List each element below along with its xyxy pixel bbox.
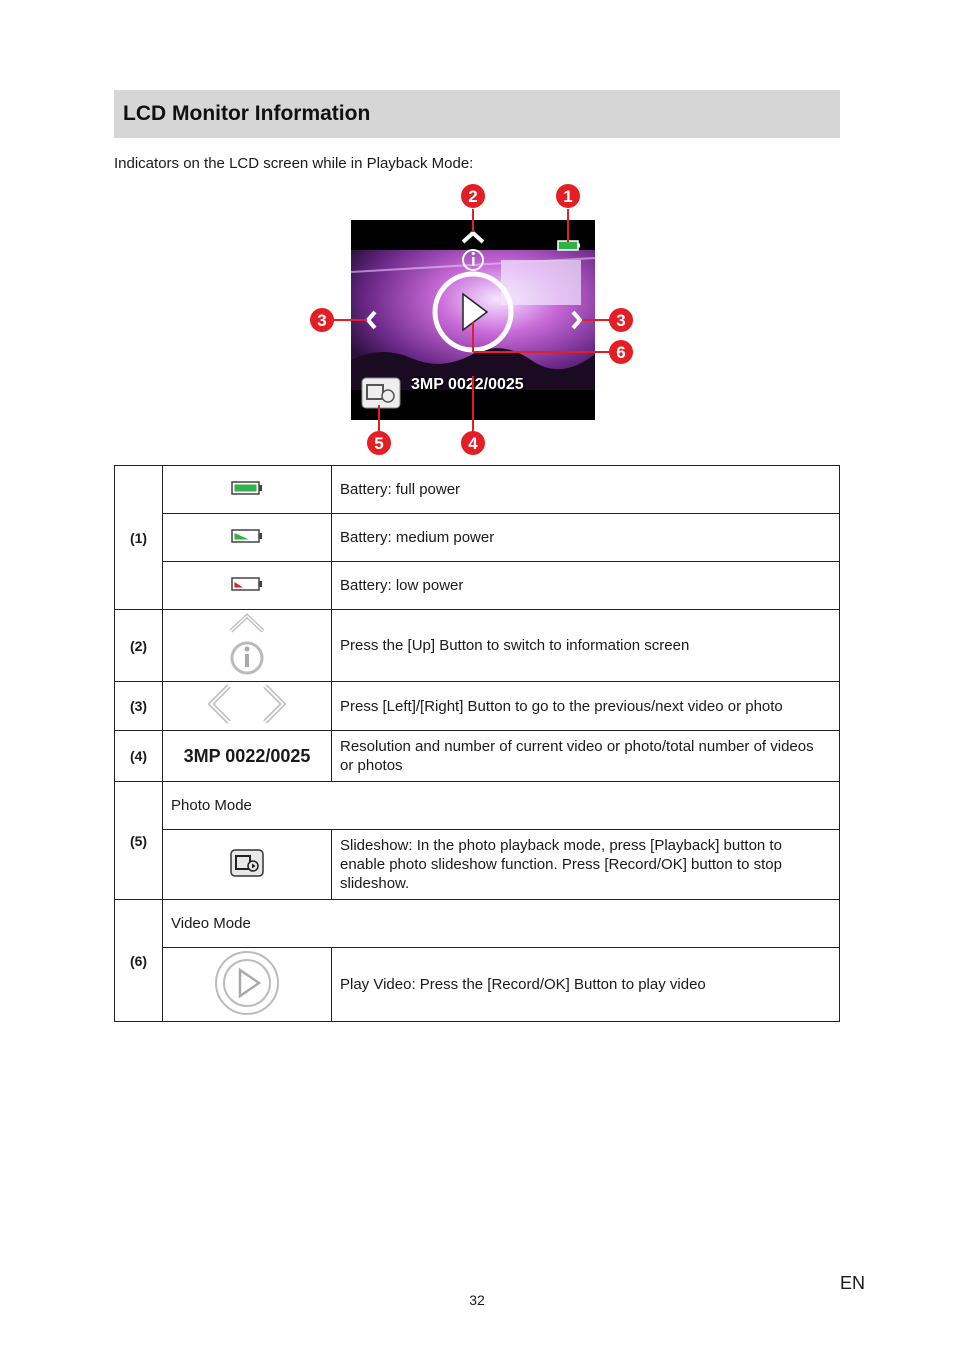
callout-3-right-number: 3 <box>616 311 626 330</box>
table-row <box>115 514 840 562</box>
callout-4-number: 4 <box>468 434 478 453</box>
table-row <box>115 948 840 1022</box>
language-tag: EN <box>840 1273 866 1293</box>
row-number: (3) <box>115 682 163 731</box>
battery-full-desc: Battery: full power <box>332 466 840 514</box>
callout-3-right <box>609 308 633 332</box>
slideshow-desc: Slideshow: In the photo playback mode, press [Playback] button to enable photo slideshow function. Press [Record/OK] button to stop slideshow. <box>332 830 840 900</box>
callout-4 <box>461 431 485 455</box>
row-number: (1) <box>115 466 163 610</box>
callout-1-number: 1 <box>563 187 573 206</box>
section-header <box>114 90 840 138</box>
battery-medium-desc: Battery: medium power <box>332 514 840 562</box>
callout-5 <box>367 431 391 455</box>
callout-5-number: 5 <box>374 434 384 453</box>
slideshow-icon <box>229 848 265 878</box>
row-number: (4) <box>115 731 163 782</box>
callout-3-left-number: 3 <box>317 311 327 330</box>
callout-6-number: 6 <box>616 343 626 362</box>
page-title: LCD Monitor Information <box>123 102 371 125</box>
battery-medium-icon <box>231 528 263 544</box>
row-number: (6) <box>115 900 163 1022</box>
page-number: 32 <box>469 1292 485 1308</box>
callout-6 <box>609 340 633 364</box>
lcd-figure <box>300 180 660 465</box>
table-row <box>115 731 840 782</box>
play-video-desc: Play Video: Press the [Record/OK] Button to play video <box>332 948 840 1022</box>
callout-markers <box>300 180 660 465</box>
intro-text: Indicators on the LCD screen while in Playback Mode: <box>114 155 474 172</box>
table-row <box>115 682 840 731</box>
callout-2 <box>461 184 485 208</box>
battery-low-desc: Battery: low power <box>332 562 840 610</box>
resolution-indicator: 3MP 0022/0025 <box>163 731 332 782</box>
left-right-arrows-icon <box>199 682 295 726</box>
row-number: (5) <box>115 782 163 900</box>
play-video-icon <box>213 949 281 1017</box>
table-row <box>115 830 840 900</box>
nav-desc: Press [Left]/[Right] Button to go to the previous/next video or photo <box>332 682 840 731</box>
battery-full-icon <box>231 480 263 496</box>
callout-3-left <box>310 308 334 332</box>
resolution-desc: Resolution and number of current video or photo/total number of videos or photos <box>332 731 840 782</box>
callout-2-number: 2 <box>468 187 478 206</box>
info-up-icon <box>227 611 267 677</box>
table-row <box>115 782 840 830</box>
table-row <box>115 562 840 610</box>
indicator-table <box>114 465 840 1022</box>
callout-1 <box>556 184 580 208</box>
table-row <box>115 900 840 948</box>
table-row <box>115 610 840 682</box>
lcd-resolution-text: 3MP 0022/0025 <box>411 376 524 393</box>
battery-low-icon <box>231 576 263 592</box>
row-number: (2) <box>115 610 163 682</box>
info-desc: Press the [Up] Button to switch to information screen <box>332 610 840 682</box>
video-mode-label: Video Mode <box>163 900 840 948</box>
table-row <box>115 466 840 514</box>
photo-mode-label: Photo Mode <box>163 782 840 830</box>
